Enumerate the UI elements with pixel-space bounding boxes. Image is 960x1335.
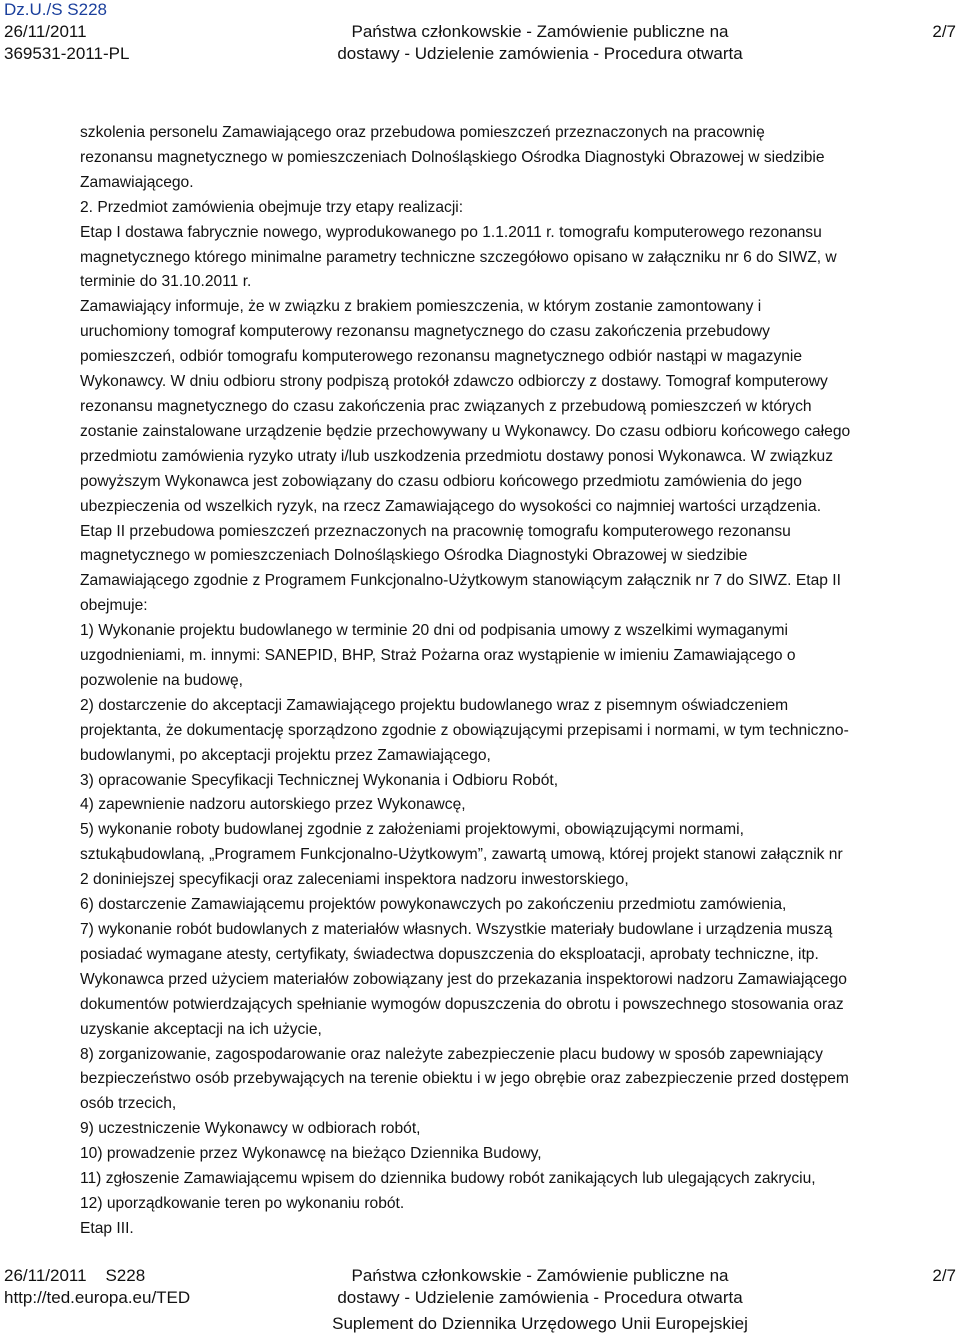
body-line: obejmuje: bbox=[80, 597, 148, 615]
body-line: powyższym Wykonawca jest zobowiązany do czasu odbioru końcowego przedmiotu zamówienia do jego bbox=[80, 472, 802, 490]
body-line: 2. Przedmiot zamówienia obejmuje trzy etapy realizacji: bbox=[80, 198, 464, 216]
body-line: Etap III. bbox=[80, 1219, 134, 1237]
body-line: Wykonawca przed użyciem materiałów zobowiązany jest do przekazania inspektorowi nadzoru Zamawiającego bbox=[80, 970, 847, 988]
body-line: sztukąbudowlaną, „Programem Funkcjonalno-Użytkowym”, zawartą umową, której projekt stanowi załącznik nr bbox=[80, 846, 843, 864]
body-line: uzgodnieniami, m. innymi: SANEPID, BHP, Straż Pożarna oraz wystąpienie w imieniu Zamawiającego o bbox=[80, 647, 796, 665]
body-line: szkolenia personelu Zamawiającego oraz przebudowa pomieszczeń przeznaczonych na pracownię bbox=[80, 124, 765, 141]
notice-ref: 369531-2011-PL bbox=[4, 44, 130, 63]
body-line: pozwolenie na budowę, bbox=[80, 671, 243, 689]
body-line: przedmiotu zamówienia ryzyko utraty i/lub uszkodzenia przedmiotu dostawy ponosi Wykonawca. W związkuz bbox=[80, 447, 834, 465]
body-line: Zamawiającego zgodnie z Programem Funkcjonalno-Użytkowym stanowiącym załącznik nr 7 do SIWZ. Etap II bbox=[80, 572, 841, 590]
footer-title-line1: Państwa członkowskie - Zamówienie publiczne na bbox=[351, 1266, 729, 1285]
body-line: 8) zorganizowanie, zagospodarowanie oraz należyte zabezpieczenie placu budowy w sposób zapewniający bbox=[80, 1045, 823, 1063]
body-line: Wykonawcy. W dniu odbioru strony podpiszą protokół zdawczo odbiorczy z dostawy. Tomograf komputerowy bbox=[80, 373, 828, 391]
body-line: 3) opracowanie Specyfikacji Technicznej Wykonania i Odbioru Robót, bbox=[80, 771, 559, 789]
body-line: magnetycznego którego minimalne parametry techniczne szczegółowo opisano w załączniku nr 6 do SIWZ, w bbox=[80, 248, 837, 266]
body-line: 5) wykonanie roboty budowlanej zgodnie z założeniami projektowymi, obowiązującymi normami, bbox=[80, 821, 744, 839]
body-line: 6) dostarczenie Zamawiającemu projektów powykonawczych po zakończeniu przedmiotu zamówienia, bbox=[80, 896, 787, 914]
header-date: 26/11/2011 bbox=[4, 22, 87, 41]
document-body bbox=[80, 121, 948, 1242]
body-line: uruchomiony tomograf komputerowy rezonansu magnetycznego do czasu zakończenia przebudowy bbox=[80, 323, 770, 341]
body-line: 11) zgłoszenie Zamawiającemu wpisem do dziennika budowy robót zanikających lub ulegających zakryciu, bbox=[80, 1170, 816, 1188]
header-title-line2: dostawy - Udzielenie zamówienia - Procedura otwarta bbox=[337, 44, 743, 63]
body-line: budowlanymi, po akceptacji projektu przez Zamawiającego, bbox=[80, 746, 491, 764]
body-line: uzyskanie akceptacji na ich użycie, bbox=[80, 1020, 322, 1038]
body-line: 1) Wykonanie projektu budowlanego w terminie 20 dni od podpisania umowy z wszelkimi wymaganymi bbox=[80, 622, 788, 640]
header-meta bbox=[4, 0, 129, 65]
header-title-line1: Państwa członkowskie - Zamówienie publiczne na bbox=[351, 22, 729, 41]
footer-date-series bbox=[4, 1265, 190, 1287]
body-line: 7) wykonanie robót budowlanych z materiałów własnych. Wszystkie materiały budowlane i urządzenia muszą bbox=[80, 921, 833, 938]
body-line: 4) zapewnienie nadzoru autorskiego przez Wykonawcę, bbox=[80, 796, 466, 814]
footer-title bbox=[300, 1265, 780, 1309]
header-title bbox=[330, 21, 750, 65]
footer-page-number: 2/7 bbox=[932, 1266, 956, 1285]
supplement-title: Suplement do Dziennika Urzędowego Unii Europejskiej bbox=[332, 1314, 748, 1333]
ted-link[interactable]: http://ted.europa.eu/TED bbox=[4, 1288, 191, 1307]
body-line: 10) prowadzenie przez Wykonawcę na bieżąco Dziennika Budowy, bbox=[80, 1145, 542, 1163]
body-line: pomieszczeń, odbiór tomografu komputerowego rezonansu magnetycznego odbiór nastąpi w magazynie bbox=[80, 348, 803, 366]
body-line: magnetycznego w pomieszczeniach Dolnośląskiego Ośrodka Diagnostyki Obrazowej w siedzibie bbox=[80, 547, 748, 565]
body-line: bezpieczeństwo osób przebywających na terenie obiektu i w jego obrębie oraz zabezpieczenie przed dostępem bbox=[80, 1070, 849, 1088]
body-line: 9) uczestniczenie Wykonawcy w odbiorach robót, bbox=[80, 1120, 421, 1138]
body-line: osób trzecich, bbox=[80, 1095, 177, 1113]
body-line: projektanta, że dokumentację sporządzono zgodnie z obowiązującymi przepisami i normami, w tym techniczno- bbox=[80, 721, 849, 739]
body-line: rezonansu magnetycznego do czasu zakończenia prac związanych z przebudową pomieszczeń w których bbox=[80, 397, 812, 415]
footer-series: S228 bbox=[105, 1266, 146, 1285]
body-line: 2 doniniejszej specyfikacji oraz zaleceniami inspektora nadzoru inwestorskiego, bbox=[80, 871, 629, 889]
journal-link[interactable]: Dz.U./S S228 bbox=[4, 0, 107, 19]
body-line: 12) uporządkowanie teren po wykonaniu robót. bbox=[80, 1194, 405, 1212]
body-line: Etap II przebudowa pomieszczeń przeznaczonych na pracownię tomografu komputerowego rezonansu bbox=[80, 522, 791, 540]
body-line: dokumentów potwierdzających spełnianie wymogów dopuszczenia do obrotu i powszechnego stosowania oraz bbox=[80, 995, 844, 1013]
body-line: rezonansu magnetycznego w pomieszczeniach Dolnośląskiego Ośrodka Diagnostyki Obrazowej w siedzibie bbox=[80, 148, 825, 166]
body-line: Zamawiający informuje, że w związku z brakiem pomieszczenia, w którym zostanie zamontowany i bbox=[80, 298, 762, 316]
body-line: Etap I dostawa fabrycznie nowego, wyprodukowanego po 1.1.2011 r. tomografu komputerowego rezonansu bbox=[80, 223, 822, 241]
footer-date: 26/11/2011 bbox=[4, 1266, 87, 1285]
body-line: Zamawiającego. bbox=[80, 173, 194, 191]
body-line: zostanie zainstalowane urządzenie będzie przechowywany u Wykonawcy. Do czasu odbioru końcowego całego bbox=[80, 422, 851, 440]
body-line: posiadać wymagane atesty, certyfikaty, świadectwa dopuszczenia do eksploatacji, aprobaty techniczne, itp. bbox=[80, 945, 819, 963]
body-line: terminie do 31.10.2011 r. bbox=[80, 273, 252, 291]
body-line: 2) dostarczenie do akceptacji Zamawiającego projektu budowlanego wraz z pisemnym oświadczeniem bbox=[80, 696, 789, 714]
body-line: ubezpieczenia od wszelkich ryzyk, na rzecz Zamawiającego do wysokości co najmniej wartości urządzenia. bbox=[80, 497, 822, 515]
footer-title-line2: dostawy - Udzielenie zamówienia - Procedura otwarta bbox=[337, 1288, 743, 1307]
footer-meta bbox=[4, 1265, 190, 1309]
header-page-number: 2/7 bbox=[932, 22, 956, 41]
